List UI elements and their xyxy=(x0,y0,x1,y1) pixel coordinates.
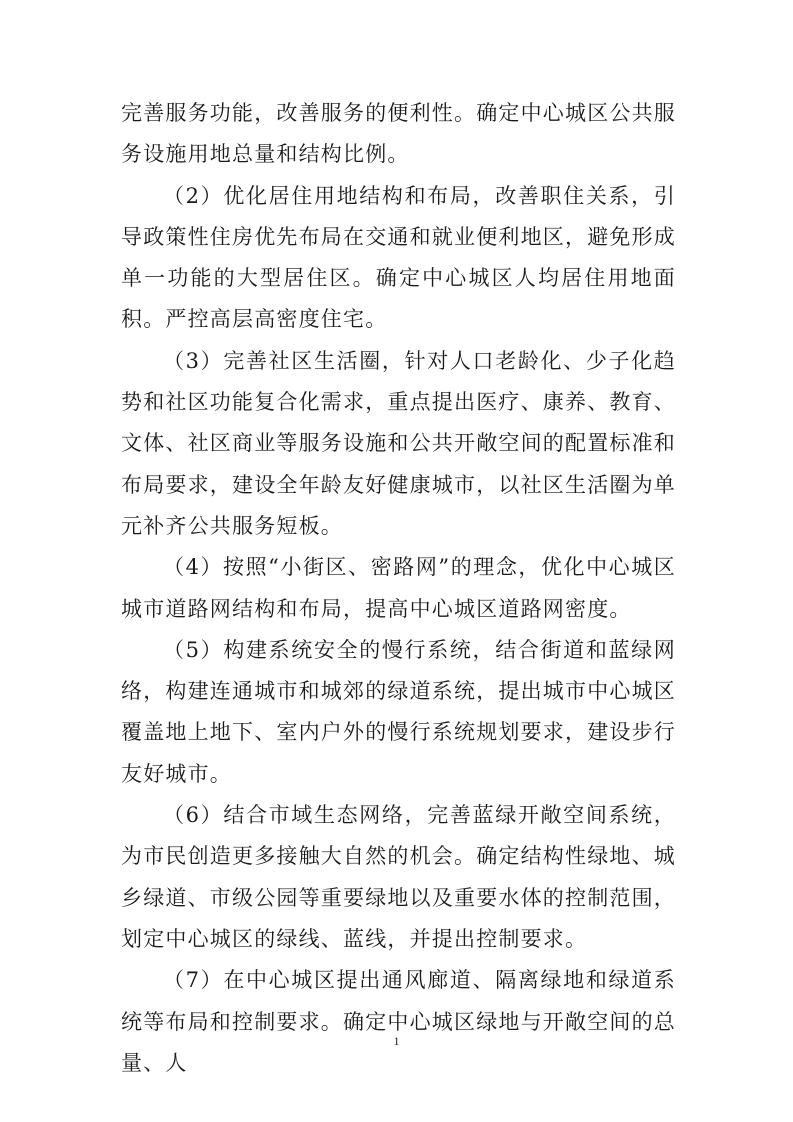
paragraph-item-4: （4）按照“小街区、密路网”的理念，优化中心城区城市道路网结构和布局，提高中心城区道路网密度。 xyxy=(121,555,676,621)
paragraph-item-7: （7）在中心城区提出通风廊道、隔离绿地和绿道系统等布局和控制要求。确定中心城区绿地与开敞空间的总量、人 xyxy=(121,968,676,1075)
paragraph-item-6: （6）结合市域生态网络，完善蓝绿开敞空间系统，为市民创造更多接触大自然的机会。确定结构性绿地、城乡绿道、市级公园等重要绿地以及重要水体的控制范围，划定中心城区的绿线、蓝线，并提出控制要求。 xyxy=(121,803,676,951)
page-number: 1 xyxy=(393,1034,400,1048)
body-text xyxy=(121,93,676,1084)
paragraph-item-3: （3）完善社区生活圈，针对人口老龄化、少子化趋势和社区功能复合化需求，重点提出医疗、康养、教育、文体、社区商业等服务设施和公共开敞空间的配置标准和布局要求，建设全年龄友好健康城市，以社区生活圈为单元补齐公共服务短板。 xyxy=(121,348,676,538)
paragraph-item-5: （5）构建系统安全的慢行系统，结合街道和蓝绿网络，构建连通城市和城郊的绿道系统，提出城市中心城区覆盖地上地下、室内户外的慢行系统规划要求，建设步行友好城市。 xyxy=(121,637,676,786)
paragraph-item-2: （2）优化居住用地结构和布局，改善职住关系，引导政策性住房优先布局在交通和就业便利地区，避免形成单一功能的大型居住区。确定中心城区人均居住用地面积。严控高层高密度住宅。 xyxy=(121,183,676,332)
paragraph-continuation: 完善服务功能，改善服务的便利性。确定中心城区公共服务设施用地总量和结构比例。 xyxy=(121,101,676,167)
